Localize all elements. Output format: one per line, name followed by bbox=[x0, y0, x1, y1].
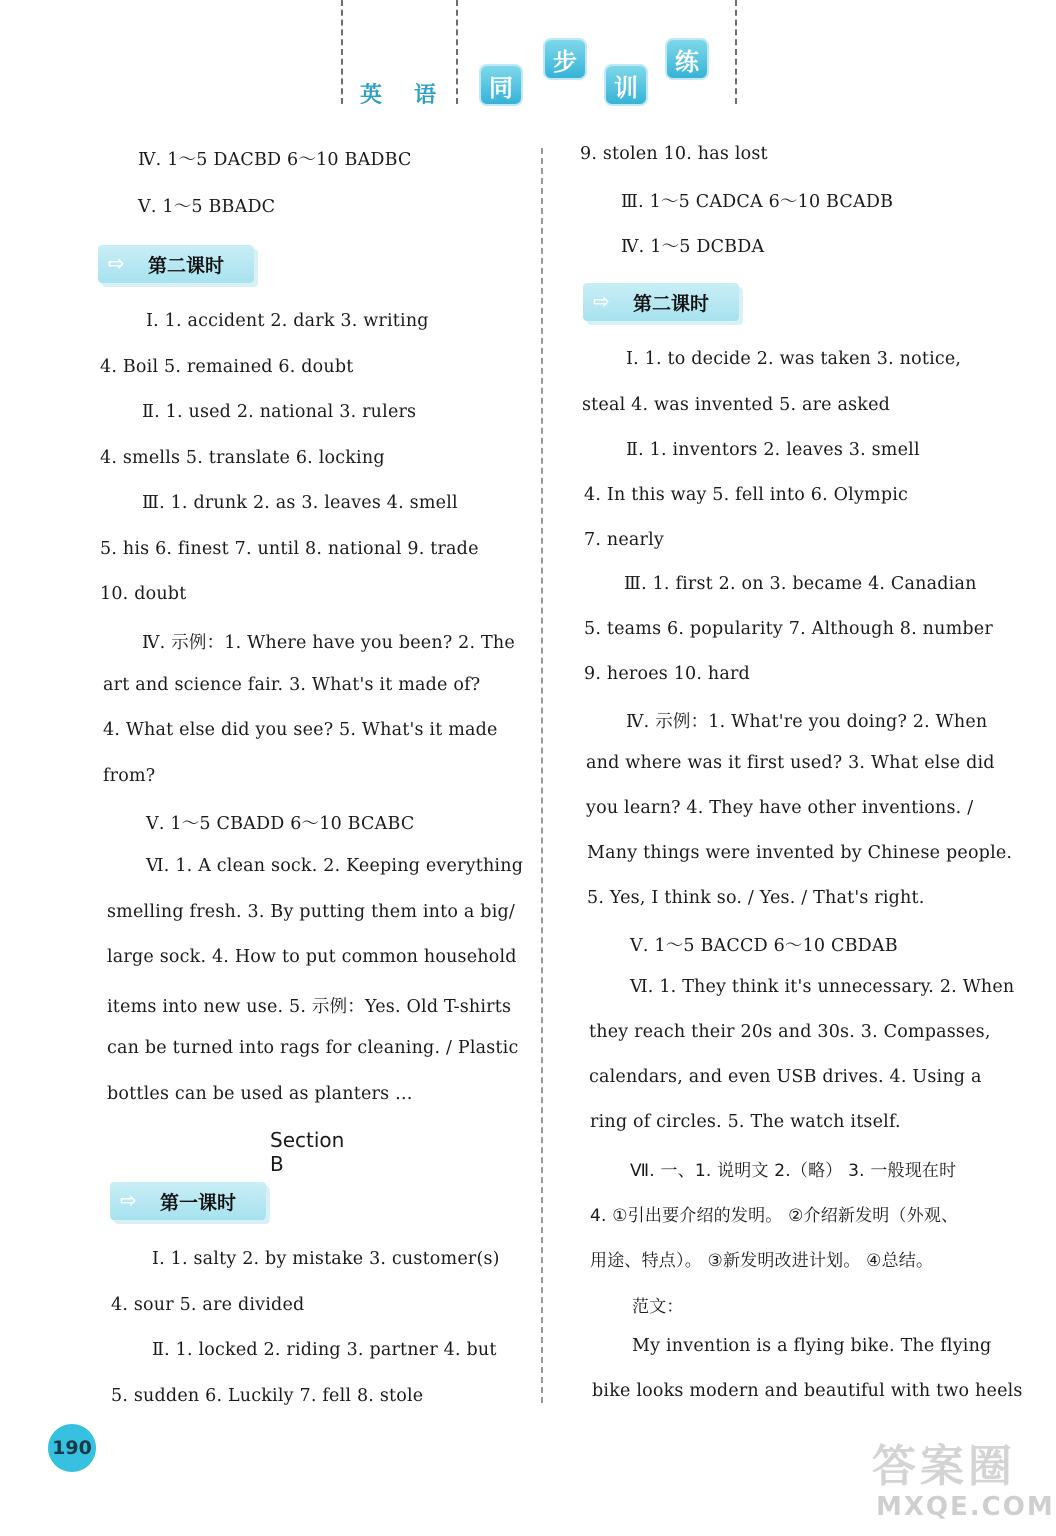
answer-line: Ⅵ. 1. A clean sock. 2. Keeping everything bbox=[146, 856, 524, 876]
answer-line: from? bbox=[103, 766, 156, 786]
answer-line: 9. stolen 10. has lost bbox=[580, 144, 768, 164]
answer-line: Ⅱ. 1. used 2. national 3. rulers bbox=[142, 402, 417, 422]
answer-line: 5. his 6. finest 7. until 8. national 9. trade bbox=[100, 539, 479, 559]
header-subject-char-1: 英 bbox=[360, 83, 383, 108]
section-heading-label: 第二课时 bbox=[148, 255, 225, 277]
header-dash-right bbox=[735, 0, 737, 104]
answer-line: items into new use. 5. 示例：Yes. Old T-shirts bbox=[107, 997, 512, 1017]
answer-line: Ⅰ. 1. to decide 2. was taken 3. notice, bbox=[626, 349, 962, 369]
header-title-tile-2: 步 bbox=[545, 40, 585, 78]
arrow-icon: ⇨ bbox=[593, 289, 610, 313]
watermark-logo bbox=[872, 1430, 1055, 1530]
header-title-tile-3: 训 bbox=[606, 66, 646, 104]
answer-line: art and science fair. 3. What's it made of? bbox=[103, 675, 481, 695]
answer-line: Ⅲ. 1. drunk 2. as 3. leaves 4. smell bbox=[142, 493, 458, 513]
answer-line: 5. Yes, I think so. / Yes. / That's right. bbox=[587, 888, 925, 908]
header-dash-mid bbox=[456, 0, 458, 104]
answer-line: Ⅳ. 1～5 DCBDA bbox=[621, 237, 765, 257]
answer-line: Many things were invented by Chinese people. bbox=[587, 843, 1013, 863]
section-b-title: Section B bbox=[270, 1128, 345, 1176]
header-dash-left bbox=[341, 0, 343, 104]
header-subject-char-2: 语 bbox=[414, 83, 437, 108]
answer-line: you learn? 4. They have other inventions. / bbox=[586, 798, 974, 818]
answer-line: Ⅳ. 示例：1. What're you doing? 2. When bbox=[626, 712, 988, 732]
answer-line: Ⅰ. 1. accident 2. dark 3. writing bbox=[146, 311, 429, 331]
answer-line: 4. Boil 5. remained 6. doubt bbox=[100, 357, 354, 377]
answer-line: Ⅴ. 1～5 BBADC bbox=[138, 197, 276, 217]
arrow-icon: ⇨ bbox=[108, 251, 125, 275]
section-heading bbox=[583, 283, 739, 321]
answer-line: 用途、特点）。 ③新发明改进计划。 ④总结。 bbox=[590, 1251, 934, 1271]
answer-line: 4. sour 5. are divided bbox=[111, 1295, 305, 1315]
answer-line: they reach their 20s and 30s. 3. Compasses, bbox=[589, 1022, 991, 1042]
page-number: 190 bbox=[48, 1424, 96, 1472]
answer-line: 5. teams 6. popularity 7. Although 8. number bbox=[584, 619, 993, 639]
answer-line: smelling fresh. 3. By putting them into a big/ bbox=[107, 902, 515, 922]
answer-line: Ⅱ. 1. locked 2. riding 3. partner 4. but bbox=[152, 1340, 497, 1360]
watermark-text: 答案圈 bbox=[872, 1441, 1016, 1492]
answer-line: 7. nearly bbox=[584, 530, 664, 550]
answer-line: and where was it first used? 3. What else did bbox=[586, 753, 995, 773]
answer-line: Ⅶ. 一、1. 说明文 2.（略） 3. 一般现在时 bbox=[630, 1161, 957, 1181]
answer-line: steal 4. was invented 5. are asked bbox=[582, 395, 891, 415]
answer-line: large sock. 4. How to put common household bbox=[107, 947, 517, 967]
arrow-icon: ⇨ bbox=[120, 1188, 137, 1212]
answer-line: 4. What else did you see? 5. What's it made bbox=[103, 720, 498, 740]
header-title-tile-1: 同 bbox=[481, 66, 521, 104]
section-heading-label: 第一课时 bbox=[160, 1192, 237, 1214]
section-heading bbox=[98, 245, 254, 283]
answer-line: Ⅲ. 1～5 CADCA 6～10 BCADB bbox=[621, 192, 894, 212]
answer-line: calendars, and even USB drives. 4. Using a bbox=[589, 1067, 982, 1087]
answer-line: Ⅱ. 1. inventors 2. leaves 3. smell bbox=[626, 440, 920, 460]
answer-line: 4. In this way 5. fell into 6. Olympic bbox=[584, 485, 909, 505]
answer-line: can be turned into rags for cleaning. / Plastic bbox=[107, 1038, 519, 1058]
essay-line: bike looks modern and beautiful with two heels bbox=[592, 1381, 1023, 1401]
section-heading-label: 第二课时 bbox=[633, 293, 710, 315]
column-divider bbox=[541, 148, 543, 1403]
page-header bbox=[0, 0, 1056, 112]
answer-line: bottles can be used as planters … bbox=[107, 1084, 413, 1104]
answer-line: Ⅳ. 示例：1. Where have you been? 2. The bbox=[142, 633, 515, 653]
answer-line: 10. doubt bbox=[100, 584, 187, 604]
answer-line: 4. ①引出要介绍的发明。 ②介绍新发明（外观、 bbox=[590, 1206, 959, 1226]
watermark-url: MXQE.COM bbox=[876, 1492, 1055, 1522]
answer-line: Ⅴ. 1～5 CBADD 6～10 BCABC bbox=[146, 814, 415, 834]
sample-essay-label: 范文： bbox=[632, 1297, 684, 1317]
answer-line: ring of circles. 5. The watch itself. bbox=[590, 1112, 901, 1132]
answer-line: Ⅳ. 1～5 DACBD 6～10 BADBC bbox=[138, 150, 412, 170]
answer-line: 5. sudden 6. Luckily 7. fell 8. stole bbox=[111, 1386, 424, 1406]
answer-line: Ⅰ. 1. salty 2. by mistake 3. customer(s) bbox=[152, 1249, 500, 1269]
answer-line: Ⅵ. 1. They think it's unnecessary. 2. When bbox=[630, 977, 1015, 997]
section-heading bbox=[110, 1182, 266, 1220]
answer-line: 9. heroes 10. hard bbox=[584, 664, 750, 684]
answer-line: Ⅴ. 1～5 BACCD 6～10 CBDAB bbox=[630, 936, 898, 956]
answer-line: 4. smells 5. translate 6. locking bbox=[100, 448, 385, 468]
answer-line: Ⅲ. 1. first 2. on 3. became 4. Canadian bbox=[624, 574, 977, 594]
header-title-tile-4: 练 bbox=[667, 40, 707, 78]
essay-line: My invention is a flying bike. The flying bbox=[632, 1336, 992, 1356]
